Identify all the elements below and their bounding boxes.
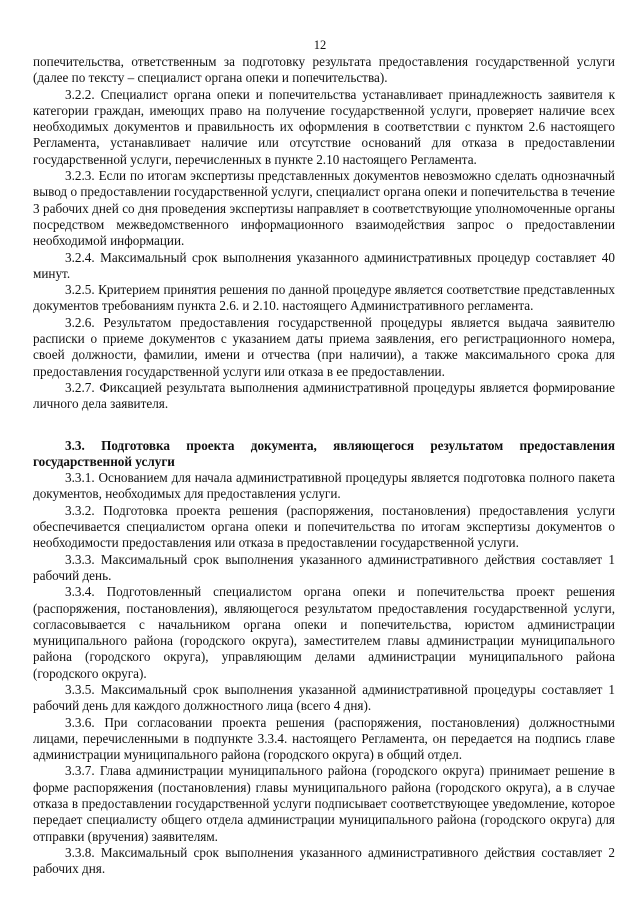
paragraph-3-3-1: 3.3.1. Основанием для начала административной процедуры является подготовка полного пакета документов, необходимых для предоставления услуги. <box>33 470 615 502</box>
paragraph-3-3-5: 3.3.5. Максимальный срок выполнения указанной административной процедуры составляет 1 рабочий день для каждого должностного лица (всего 4 дня). <box>33 681 615 714</box>
paragraph-3-2-2: 3.2.2. Специалист органа опеки и попечительства устанавливает принадлежность заявителя к категории граждан, имеющих право на получение государственной услуги, проверяет наличие всех необходимых документов и правильность их оформления в соответствии с пунктом 2.6 настоящего Регламента, устанавливает наличие или отсутствие оснований для отказа в предоставлении государственной услуги, перечисленных в пункте 2.10 настоящего Регламента. <box>33 86 615 167</box>
paragraph-3-3-4: 3.3.4. Подготовленный специалистом органа опеки и попечительства проект решения (распоряжения, постановления), являющегося результатом предоставления государственной услуги, согласовывается с начальником органа опеки и попечительства, юристом администрации муниципального района (городского округа), заместителем главы администрации муниципального района (городского округа), управляющим делами администрации муниципального района (городского округа). <box>33 584 615 681</box>
section-heading-3-3: 3.3. Подготовка проекта документа, являющегося результатом предоставления государственной услуги <box>33 437 615 469</box>
document-body <box>33 54 615 878</box>
paragraph-continuation: попечительства, ответственным за подготовку результата предоставления государственной услуги (далее по тексту – специалист органа опеки и попечительства). <box>33 54 615 86</box>
paragraph-3-3-6: 3.3.6. При согласовании проекта решения (распоряжения, постановления) должностными лицами, перечисленными в подпункте 3.3.4. настоящего Регламента, он передается на подпись главе администрации муниципального района (городского округа) в общий отдел. <box>33 714 615 763</box>
paragraph-3-2-3: 3.2.3. Если по итогам экспертизы представленных документов невозможно сделать однозначный вывод о предоставлении государственной услуги, специалист органа опеки и попечительства в течение 3 рабочих дней со дня проведения экспертизы направляет в соответствующие уполномоченные органы посредством межведомственного информационного взаимодействия запрос о предоставлении необходимой информации. <box>33 168 615 249</box>
section-spacer <box>33 413 615 438</box>
page-number: 12 <box>313 38 327 52</box>
paragraph-3-3-2: 3.3.2. Подготовка проекта решения (распоряжения, постановления) предоставления услуги обеспечивается специалистом органа опеки и попечительства по итогам экспертизы документов о необходимости предоставления или отказа в предоставлении государственной услуги. <box>33 502 615 551</box>
paragraph-3-2-6: 3.2.6. Результатом предоставления государственной процедуры является выдача заявителю расписки о приеме документов с указанием даты приема заявления, его регистрационного номера, своей должности, фамилии, имени и отчества (при наличии), а также максимального срока для предоставления государственной услуги или отказа в ее предоставлении. <box>33 314 615 379</box>
paragraph-3-2-7: 3.2.7. Фиксацией результата выполнения административной процедуры является формирование личного дела заявителя. <box>33 379 615 412</box>
paragraph-3-2-5: 3.2.5. Критерием принятия решения по данной процедуре является соответствие представленных документов требованиям пункта 2.6. и 2.10. настоящего Административного регламента. <box>33 282 615 314</box>
paragraph-3-2-4: 3.2.4. Максимальный срок выполнения указанного административных процедур составляет 40 минут. <box>33 249 615 281</box>
paragraph-3-3-3: 3.3.3. Максимальный срок выполнения указанного административного действия составляет 1 рабочий день. <box>33 551 615 583</box>
paragraph-3-3-7: 3.3.7. Глава администрации муниципального района (городского округа) принимает решение в форме распоряжения (постановления) главы муниципального района (городского округа), а в случае отказа в предоставлении государственной услуги подписывает соответствующее уведомление, которое передает специалисту общего отдела администрации муниципального района (городского округа) для отправки (вручения) заявителям. <box>33 763 615 844</box>
paragraph-3-3-8: 3.3.8. Максимальный срок выполнения указанного административного действия составляет 2 рабочих дня. <box>33 844 615 877</box>
